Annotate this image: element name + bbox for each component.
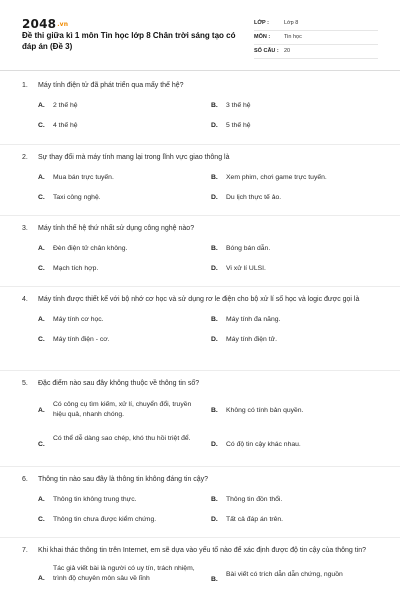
- header-divider: [0, 70, 400, 71]
- option-text: Đèn điện tử chân không.: [53, 245, 128, 252]
- logo-tld: .vn: [57, 21, 69, 28]
- page-header: [0, 0, 400, 62]
- option-text: Bài viết có trích dẫn dẫn chứng, nguồn: [226, 571, 343, 578]
- question-number: 1.: [22, 82, 28, 89]
- option-d[interactable]: [211, 440, 381, 450]
- option-label: A.: [38, 407, 45, 414]
- meta-key: MÔN :: [254, 34, 271, 40]
- option-label: A.: [38, 174, 45, 181]
- option-label: C.: [38, 122, 45, 129]
- option-label: C.: [38, 441, 45, 448]
- option-b[interactable]: [211, 570, 381, 583]
- option-text: 2 thế hệ: [53, 102, 78, 109]
- question-6: [22, 474, 382, 524]
- logo-text: 2048: [22, 17, 57, 31]
- option-text: Tác giả viết bài là người có uy tín, trách nhiệm, trình độ chuyên môn sâu về lĩnh: [53, 565, 195, 582]
- question-7: [22, 545, 382, 593]
- question-separator: [0, 466, 400, 467]
- option-b[interactable]: [211, 495, 381, 505]
- option-text: Có độ tin cậy khác nhau.: [226, 441, 301, 448]
- question-stem: Thông tin nào sau đây là thông tin không đáng tin cậy?: [38, 476, 209, 483]
- question-stem: Đặc điểm nào sau đây không thuộc về thông tin số?: [38, 380, 200, 387]
- question-stem: Máy tính điện tử đã phát triển qua mấy thế hệ?: [38, 82, 184, 89]
- question-separator: [0, 286, 400, 287]
- option-text: 4 thế hệ: [53, 122, 78, 129]
- option-label: A.: [38, 575, 45, 582]
- option-a[interactable]: [38, 244, 188, 254]
- option-c[interactable]: [38, 434, 198, 448]
- option-text: Mạch tích hợp.: [53, 265, 99, 272]
- question-number: 4.: [22, 296, 28, 303]
- question-stem: Máy tính thế hệ thứ nhất sử dụng công nghệ nào?: [38, 225, 195, 232]
- option-text: Thông tin không trung thực.: [53, 496, 137, 503]
- option-text: Bóng bán dẫn.: [226, 245, 271, 252]
- option-text: Du lịch thực tế ảo.: [226, 194, 282, 201]
- option-label: A.: [38, 496, 45, 503]
- question-separator: [0, 370, 400, 371]
- option-b[interactable]: [211, 406, 381, 416]
- option-a[interactable]: [38, 564, 198, 584]
- option-b[interactable]: [211, 315, 381, 325]
- question-stem: Máy tính được thiết kế với bộ nhớ cơ học và sử dụng rơ le điện cho bộ xử lí số học và logic được gọi là: [38, 296, 360, 303]
- meta-row-count: [254, 45, 378, 59]
- meta-row-grade: [254, 17, 378, 31]
- option-label: B.: [211, 576, 218, 583]
- question-separator: [0, 537, 400, 538]
- question-stem: Khi khai thác thông tin trên Internet, em sẽ dựa vào yếu tố nào để xác định được độ tin cậy của thông tin?: [38, 547, 366, 554]
- option-b[interactable]: [211, 173, 381, 183]
- option-label: B.: [211, 496, 218, 503]
- page-title: Đề thi giữa kì 1 môn Tin học lớp 8 Chân trời sáng tạo có đáp án (Đề 3): [22, 31, 236, 51]
- option-text: Không có tính bản quyền.: [226, 407, 304, 414]
- option-label: A.: [38, 245, 45, 252]
- option-label: C.: [38, 194, 45, 201]
- option-label: D.: [211, 194, 218, 201]
- option-text: 3 thế hệ: [226, 102, 251, 109]
- option-a[interactable]: [38, 315, 188, 325]
- option-text: Thông tin chưa được kiểm chứng.: [53, 516, 157, 523]
- question-2: [22, 152, 382, 202]
- option-text: Máy tính điện - cơ.: [53, 336, 110, 343]
- question-stem: Sự thay đổi mà máy tính mang lại trong lĩnh vực giao thông là: [38, 154, 230, 161]
- site-logo[interactable]: [22, 17, 68, 31]
- option-label: B.: [211, 245, 218, 252]
- option-text: Mua bán trực tuyến.: [53, 174, 114, 181]
- option-text: Taxi công nghệ.: [53, 194, 101, 201]
- option-a[interactable]: [38, 495, 188, 505]
- question-separator: [0, 144, 400, 145]
- question-number: 6.: [22, 476, 28, 483]
- option-label: D.: [211, 265, 218, 272]
- option-d[interactable]: [211, 121, 381, 131]
- meta-key: LỚP :: [254, 20, 269, 26]
- option-label: B.: [211, 316, 218, 323]
- option-label: B.: [211, 102, 218, 109]
- question-number: 5.: [22, 380, 28, 387]
- option-label: C.: [38, 265, 45, 272]
- question-4: [22, 294, 382, 344]
- option-b[interactable]: [211, 244, 381, 254]
- question-number: 2.: [22, 154, 28, 161]
- question-5: [22, 378, 382, 462]
- option-d[interactable]: [211, 264, 381, 274]
- option-a[interactable]: [38, 173, 188, 183]
- option-text: Máy tính cơ học.: [53, 316, 104, 323]
- option-a[interactable]: [38, 400, 198, 420]
- option-text: Có thể dễ dàng sao chép, khó thu hồi triệt để.: [53, 435, 191, 442]
- option-text: Máy tính điện tử.: [226, 336, 278, 343]
- option-label: D.: [211, 516, 218, 523]
- option-text: 5 thế hệ: [226, 122, 251, 129]
- option-d[interactable]: [211, 193, 381, 203]
- option-label: D.: [211, 122, 218, 129]
- option-label: B.: [211, 407, 218, 414]
- option-text: Tất cả đáp án trên.: [226, 516, 284, 523]
- option-text: Vi xử lí ULSI.: [226, 265, 266, 272]
- option-c[interactable]: [38, 515, 188, 525]
- option-label: D.: [211, 441, 218, 448]
- option-d[interactable]: [211, 335, 381, 345]
- option-d[interactable]: [211, 515, 381, 525]
- option-text: Máy tính đa năng.: [226, 316, 281, 323]
- question-number: 3.: [22, 225, 28, 232]
- meta-value: Lớp 8: [284, 20, 299, 26]
- option-label: A.: [38, 316, 45, 323]
- option-text: Có công cụ tìm kiếm, xử lí, chuyển đổi, truyền hiệu quả, nhanh chóng.: [53, 401, 192, 418]
- option-c[interactable]: [38, 193, 188, 203]
- option-label: C.: [38, 516, 45, 523]
- question-1: [22, 80, 382, 130]
- meta-value: Tin học: [284, 34, 302, 40]
- question-separator: [0, 215, 400, 216]
- option-c[interactable]: [38, 335, 188, 345]
- meta-row-subject: [254, 31, 378, 45]
- option-label: C.: [38, 336, 45, 343]
- option-label: A.: [38, 102, 45, 109]
- option-text: Xem phim, chơi game trực tuyến.: [226, 174, 327, 181]
- meta-key: SỐ CÂU :: [254, 48, 279, 54]
- question-number: 7.: [22, 547, 28, 554]
- option-label: B.: [211, 174, 218, 181]
- option-c[interactable]: [38, 264, 188, 274]
- option-label: D.: [211, 336, 218, 343]
- option-text: Thông tin đồn thổi.: [226, 496, 283, 503]
- option-a[interactable]: [38, 101, 188, 111]
- option-b[interactable]: [211, 101, 381, 111]
- meta-value: 20: [284, 48, 291, 54]
- exam-meta: [254, 17, 378, 59]
- option-c[interactable]: [38, 121, 188, 131]
- question-3: [22, 223, 382, 273]
